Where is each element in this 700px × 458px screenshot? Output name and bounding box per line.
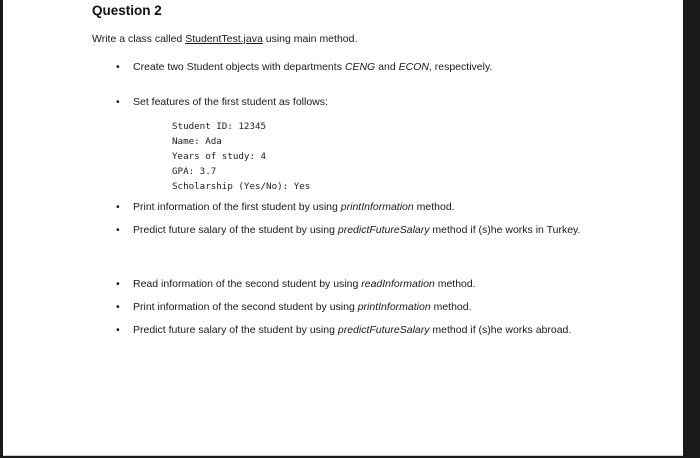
code-line-name: Name: Ada	[172, 136, 222, 147]
text-before: Read information of the second student by using	[133, 278, 362, 290]
bullet-text: Set features of the first student as follows:	[133, 96, 328, 108]
code-line-gpa: GPA: 3.7	[172, 166, 217, 177]
question-heading: Question 2	[92, 3, 162, 18]
bullet-text	[133, 276, 476, 292]
text-before: Print information of the second student by using	[133, 301, 358, 313]
bullet-icon: •	[116, 278, 120, 290]
method-name: predictFutureSalary	[337, 324, 430, 336]
method-name: printInformation	[357, 301, 431, 313]
bullet-item-read-second	[116, 276, 636, 292]
text-before: Print information of the first student by using	[133, 201, 341, 213]
bullet-icon: •	[116, 224, 120, 236]
bullet-item-set-features	[116, 94, 636, 110]
intro-text-after: using main method.	[262, 33, 358, 45]
code-line-student-id: Student ID: 12345	[172, 121, 267, 132]
bullet-icon: •	[116, 61, 120, 73]
text-after: method if (s)he works in Turkey.	[429, 224, 581, 236]
bullet-item-predict-turkey	[116, 222, 636, 254]
method-name: printInformation	[340, 201, 414, 213]
filename-link: StudentTest.java	[185, 33, 263, 45]
student-features-code-block	[172, 119, 310, 194]
bullet-icon: •	[116, 301, 120, 313]
bullet-text	[133, 199, 455, 215]
text-after: method.	[434, 278, 476, 290]
bullet-item-predict-abroad	[116, 322, 636, 354]
bullet-text	[133, 299, 472, 315]
method-name: predictFutureSalary	[337, 224, 430, 236]
text-after: method.	[413, 201, 455, 213]
intro-text-before: Write a class called	[92, 33, 186, 45]
bullet-text: Create two Student objects with departments CENG and ECON, respectively.	[133, 61, 493, 73]
bullet-item-print-first	[116, 199, 636, 215]
intro-sentence	[92, 33, 357, 45]
code-line-scholarship: Scholarship (Yes/No): Yes	[172, 181, 311, 192]
text-before: Predict future salary of the student by using	[133, 324, 338, 336]
text-before: Predict future salary of the student by using	[133, 224, 338, 236]
bullet-icon: •	[116, 201, 120, 213]
text-after: method.	[430, 301, 472, 313]
code-line-years: Years of study: 4	[172, 151, 267, 162]
bullet-icon: •	[116, 96, 120, 108]
bullet-item-print-second	[116, 299, 636, 315]
document-page	[3, 0, 683, 456]
bullet-icon: •	[116, 324, 120, 336]
bullet-item-create-objects	[116, 59, 636, 75]
bullet-text	[133, 222, 613, 238]
bullet-text	[133, 322, 613, 338]
method-name: readInformation	[361, 278, 435, 290]
text-after: method if (s)he works abroad.	[429, 324, 572, 336]
